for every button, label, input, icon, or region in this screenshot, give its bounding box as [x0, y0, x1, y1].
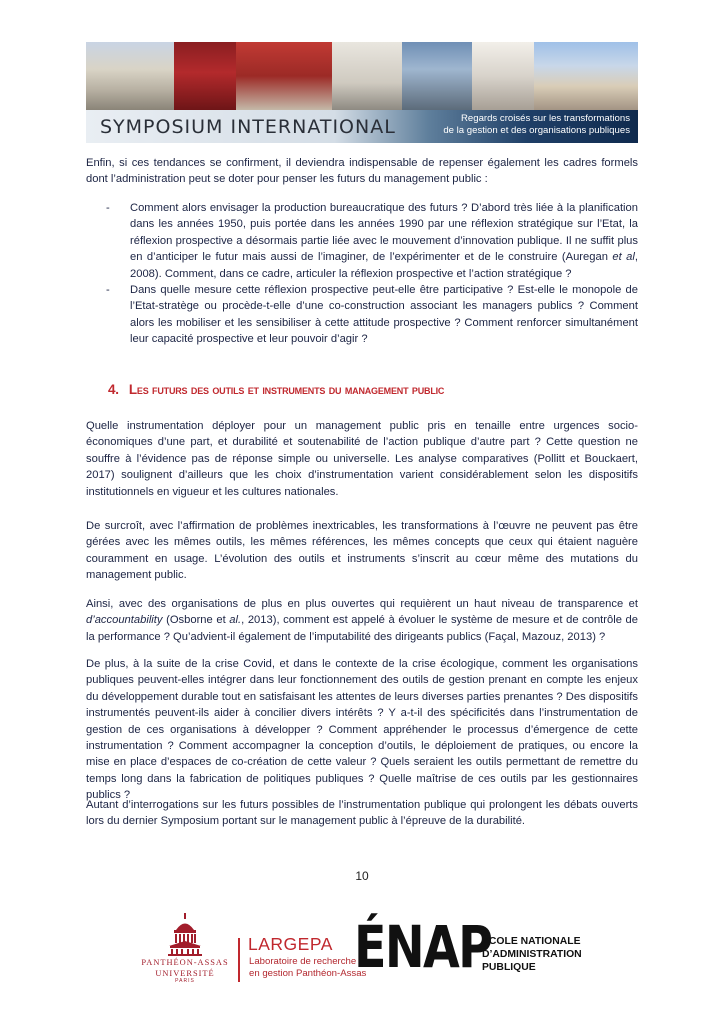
bullet-text-part: , 2008). Comment, dans ce cadre, articuler la réflexion prospective et l’action stratégique ?	[130, 251, 639, 280]
largepa-description-line1: Laboratoire de recherche	[249, 956, 357, 967]
banner-photo-facade	[332, 42, 402, 110]
banner-subtitle	[430, 113, 630, 137]
pantheon-assas-name: PANTHÉON-ASSAS	[141, 958, 229, 967]
pantheon-assas-logo	[136, 912, 234, 990]
page-number: 10	[355, 869, 369, 883]
pantheon-dome-icon	[163, 912, 207, 956]
paragraph-text-part: , 2013), comment est appelé à évoluer le système de mesure et de contrôle de la performance ? Qu’advient-il également de l’imputabilité des dirigeants publics (Façal, Mazouz, 2013) ?	[86, 614, 638, 643]
bullet-text: Dans quelle mesure cette réflexion prospective peut-elle être participative ? Est-elle le monopole de l’Etat-stratège ou procède-t-elle d’une co-construction associant les managers publics ? Comment alors les mobiliser et les sensibiliser à cette attitude prospective ? Comment renforcer simultanément leur capacité prospective et leur pouvoir d’agir ?	[130, 284, 638, 346]
paragraph-covid: De plus, à la suite de la crise Covid, et dans le contexte de la crise écologique, comment les organisations publiques peuvent-elles intégrer dans leur fonctionnement des outils de gestion prenant en compte les enjeux du développement durable tout en satisfaisant les attentes de leurs diverses parties prenantes ? Des dispositifs instrumentés peuvent-ils aider à concilier divers intérêts ? Y a-t-il des spécificités dans l’instrumentation de gestion de ces organisations à développer ? Comment appréhender le processus d’émergence de cette instrumentation ? Comment accompagner la conception d’outils, le déploiement de pratiques, ou encore la mise en place d’espaces de co-création de cette valeur ? Quels seraient les outils permettant de remettre du temps long dans la fabrication de politiques publiques ? Quelle maîtrise de ces outils par les gestionnaires publics ?	[86, 658, 638, 802]
enap-name-line3: PUBLIQUE	[482, 962, 536, 973]
logo-divider	[238, 938, 240, 982]
list-item	[86, 200, 638, 282]
banner-photo-amphitheater	[236, 42, 332, 110]
banner-photo-rooftops	[534, 42, 638, 110]
largepa-logo-name: LARGEPA	[248, 934, 333, 954]
section-title: Les futurs des outils et instruments du management public	[128, 382, 445, 397]
banner-subtitle-line2: de la gestion et des organisations publiques	[443, 125, 630, 136]
paragraph-text-italic: d’accountability	[86, 614, 163, 627]
bullet-dash: -	[106, 202, 110, 214]
banner-photo-red-seats	[174, 42, 236, 110]
paragraph-text-part: Ainsi, avec des organisations de plus en plus ouvertes qui requièrent un haut niveau de transparence et	[86, 598, 638, 610]
banner-photo-strip	[86, 42, 638, 110]
paragraph-text-part: (Osborne et	[162, 614, 230, 627]
bullet-text-part: Comment alors envisager la production bureaucratique des futurs ? D’abord très liée à la planification dans les années 1950, puis portée dans les années 1990 par une réflexion stratégique sur l’Etat, la réflexion prospective a désormais partie liée avec le mouvement d’innovation publique. Il ne suffit plus en d’anticiper le futur mais aussi de l’imaginer, de l’expérimenter et de le construire (Auregan	[130, 202, 638, 264]
footer-logos	[0, 912, 724, 992]
bullet-text-italic: et al	[612, 251, 635, 264]
question-list	[86, 200, 638, 348]
list-item	[86, 282, 638, 348]
largepa-description	[249, 956, 366, 979]
banner-subtitle-line1: Regards croisés sur les transformations	[460, 113, 630, 124]
banner-band	[86, 110, 638, 143]
section-number: 4.	[108, 382, 119, 397]
intro-paragraph: Enfin, si ces tendances se confirment, il deviendra indispensable de repenser également les cadres formels dont l’administration peut se doter pour penser les futurs du management public :	[86, 157, 638, 186]
pantheon-assas-university: UNIVERSITÉ	[155, 969, 215, 978]
banner-photo-tower	[402, 42, 472, 110]
bullet-dash: -	[106, 284, 110, 297]
symposium-banner	[86, 42, 638, 143]
banner-photo-columns	[472, 42, 534, 110]
enap-full-name	[482, 935, 582, 974]
paragraph-text-italic: al.	[229, 614, 242, 627]
pantheon-assas-city: PARIS	[175, 978, 195, 984]
banner-title: SYMPOSIUM INTERNATIONAL	[100, 116, 396, 138]
paragraph-conclusion: Autant d’interrogations sur les futurs possibles de l’instrumentation publique qui prolongent les débats ouverts lors du dernier Symposium portant sur le management public à l’épreuve de la durabilité.	[86, 799, 638, 828]
paragraph-instrumentation: Quelle instrumentation déployer pour un management public pris en tenaille entre urgences socio-économiques d’une part, et durabilité et soutenabilité de l’action publique d’autre part ? Cette question ne souffre à l’évidence pas de réponse simple ou universelle. Les analyse comparatives (Pollitt et Bouckaert, 2017) soulignent d’ailleurs que les choix d’instrumentation varient considérablement selon les dispositifs institutionnels en vigueur et les cultures nationales.	[86, 420, 638, 498]
enap-name-line1: ÉCOLE NATIONALE	[482, 936, 581, 947]
largepa-description-line2: en gestion Panthéon-Assas	[249, 967, 367, 979]
paragraph-accountability	[86, 596, 638, 645]
bullet-text	[130, 202, 638, 280]
enap-name-line2: D’ADMINISTRATION	[482, 949, 582, 960]
banner-photo-building	[86, 42, 174, 110]
section-heading	[108, 382, 444, 397]
paragraph-surcroit: De surcroît, avec l’affirmation de problèmes inextricables, les transformations à l’œuvre ne peuvent pas être gérées avec les mêmes outils, les mêmes références, les mêmes concepts que ceux qui étaient naguère couramment en usage. L’évolution des outils et instruments s’inscrit au cœur même des mutations du management public.	[86, 520, 638, 582]
enap-logo: ÉNAP	[354, 913, 492, 981]
